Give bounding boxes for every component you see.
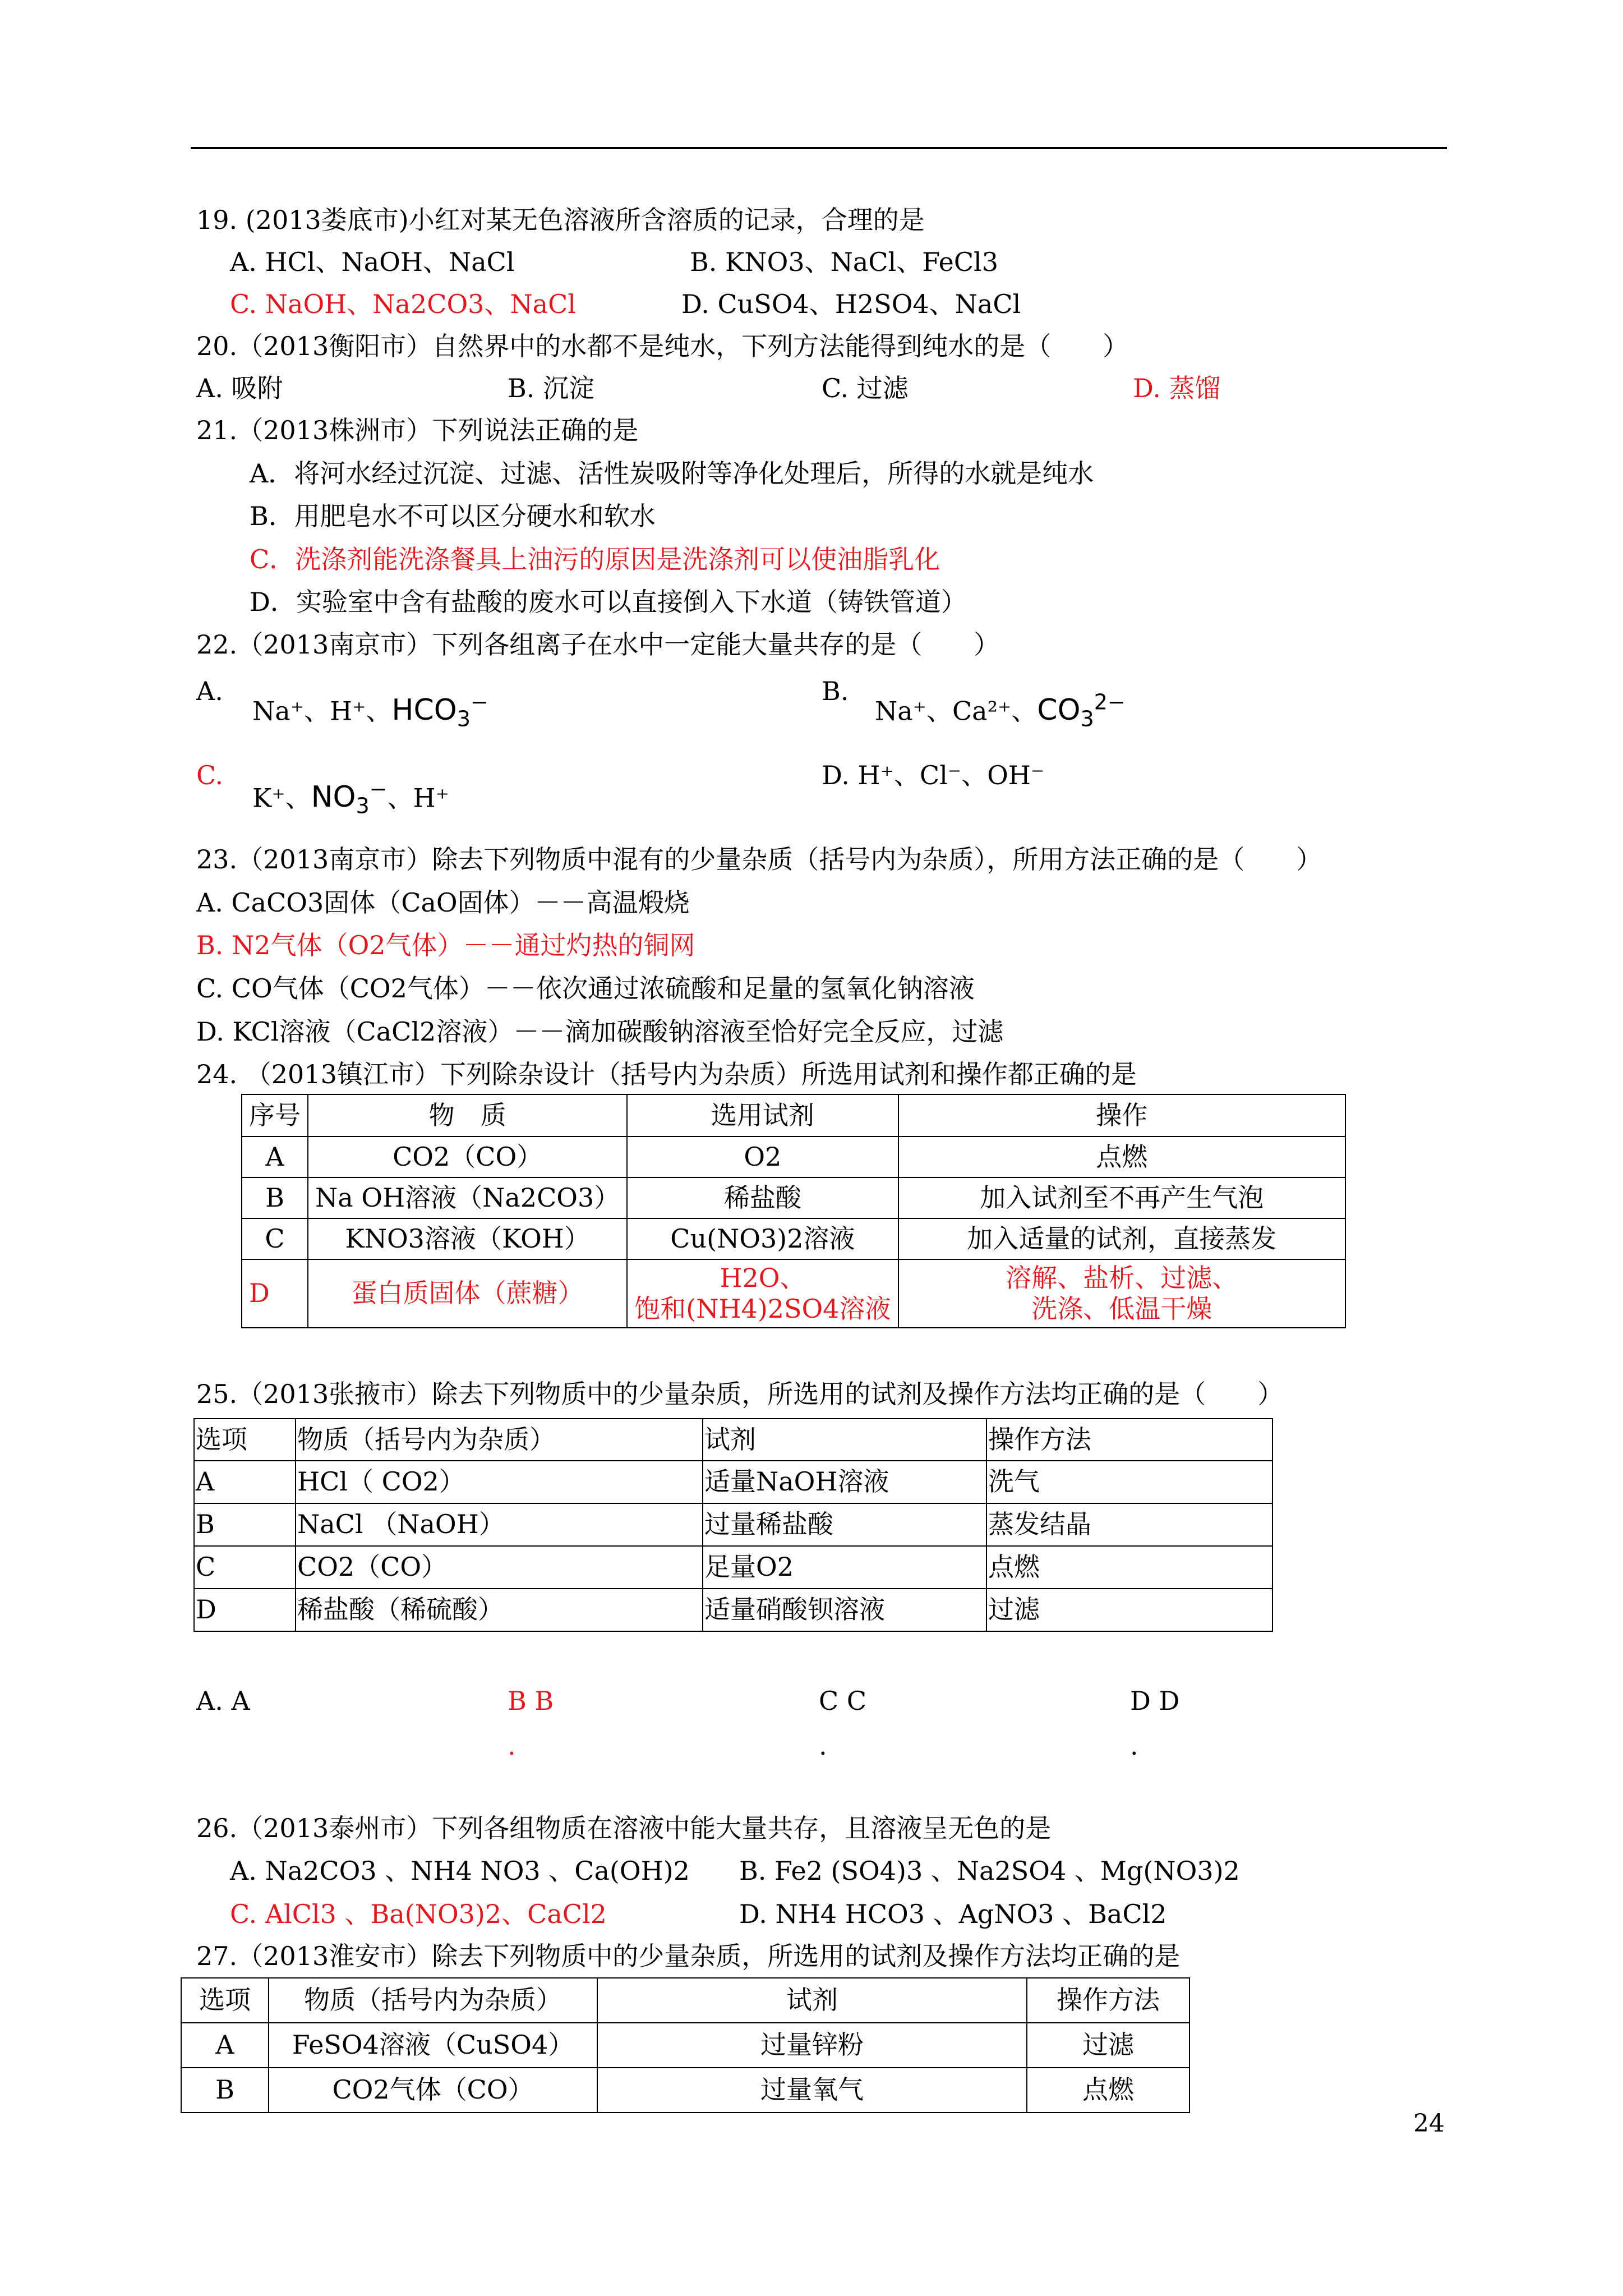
table-row bbox=[242, 1218, 1345, 1259]
q27-header-substance: 物质（括号内为杂质） bbox=[269, 1978, 597, 2023]
q21-option-a: A．将河水经过沉淀、过滤、活性炭吸附等净化处理后，所得的水就是纯水 bbox=[250, 458, 1094, 489]
q22-b-formula: $CO_3^{2-}$ bbox=[1037, 690, 1126, 731]
q22-option-b-label: B. bbox=[822, 676, 849, 706]
q22-c-formula: $NO_3^-$ bbox=[311, 777, 388, 818]
q22-option-c bbox=[252, 777, 449, 819]
q24-reagent-line1: H2O、 bbox=[720, 1262, 806, 1293]
q24-op-line1: 溶解、盐析、过滤、 bbox=[1006, 1262, 1238, 1293]
q22-c-ion-h: 、H⁺ bbox=[387, 783, 449, 813]
q26-option-d: D. NH4 HCO3 、AgNO3 、BaCl2 bbox=[739, 1899, 1167, 1929]
q19-stem: 19. (2013娄底市)小红对某无色溶液所含溶质的记录，合理的是 bbox=[196, 205, 925, 235]
q27-cell: B bbox=[181, 2068, 269, 2113]
q24-header-id: 序号 bbox=[242, 1094, 308, 1137]
q22-option-d: D. H⁺、Cl⁻、OH⁻ bbox=[822, 760, 1045, 790]
q19-option-c: C. NaOH、Na2CO3、NaCl bbox=[230, 289, 577, 319]
q24-cell: A bbox=[242, 1137, 308, 1177]
q25-cell: CO2（CO） bbox=[296, 1546, 703, 1589]
q25-cell: D bbox=[194, 1589, 296, 1631]
q24-cell: O2 bbox=[627, 1137, 898, 1177]
q25-option-c: C C bbox=[819, 1686, 867, 1716]
q27-cell: CO2气体（CO） bbox=[269, 2068, 597, 2113]
table-row bbox=[194, 1461, 1272, 1503]
q24-cell: KNO3溶液（KOH） bbox=[308, 1218, 627, 1259]
q24-cell: CO2（CO） bbox=[308, 1137, 627, 1177]
table-row bbox=[242, 1259, 1345, 1328]
q24-op-line2: 洗涤、低温干燥 bbox=[1031, 1294, 1212, 1324]
q25-stem: 25.（2013张掖市）除去下列物质中的少量杂质，所选用的试剂及操作方法均正确的是（ ） bbox=[196, 1379, 1284, 1409]
q24-cell bbox=[898, 1259, 1345, 1328]
q20-option-d: D. 蒸馏 bbox=[1133, 373, 1221, 403]
table-row bbox=[194, 1503, 1272, 1546]
q25-cell: C bbox=[194, 1546, 296, 1589]
q27-header-reagent: 试剂 bbox=[597, 1978, 1027, 2023]
q25-cell: HCl（ CO2） bbox=[296, 1461, 703, 1503]
q26-option-a: A. Na2CO3 、NH4 NO3 、Ca(OH)2 bbox=[230, 1856, 690, 1886]
q20-option-c: C. 过滤 bbox=[822, 373, 909, 403]
q24-cell: 稀盐酸 bbox=[627, 1177, 898, 1218]
q25-cell: A bbox=[194, 1461, 296, 1503]
q19-option-b: B. KNO3、NaCl、FeCl3 bbox=[690, 247, 999, 277]
q24-stem: 24. （2013镇江市）下列除杂设计（括号内为杂质）所选用试剂和操作都正确的是 bbox=[196, 1059, 1137, 1089]
q23-option-d: D. KCl溶液（CaCl2溶液）－－滴加碳酸钠溶液至恰好完全反应，过滤 bbox=[196, 1016, 1004, 1047]
page-number: 24 bbox=[1413, 2109, 1445, 2138]
table-row bbox=[181, 2068, 1189, 2113]
q25-option-c-dot: . bbox=[819, 1731, 827, 1761]
q22-option-c-label: C. bbox=[196, 760, 224, 790]
q21-stem: 21.（2013株洲市）下列说法正确的是 bbox=[196, 415, 639, 445]
q24-header-reagent: 选用试剂 bbox=[627, 1094, 898, 1137]
q27-cell: 过滤 bbox=[1027, 2023, 1189, 2068]
q23-option-c: C. CO气体（CO2气体）－－依次通过浓硫酸和足量的氢氧化钠溶液 bbox=[196, 973, 975, 1004]
q19-option-d: D. CuSO4、H2SO4、NaCl bbox=[681, 289, 1021, 319]
q24-cell: 点燃 bbox=[898, 1137, 1345, 1177]
q25-header-reagent: 试剂 bbox=[703, 1419, 986, 1461]
q21-option-d: D．实验室中含有盐酸的废水可以直接倒入下水道（铸铁管道） bbox=[250, 587, 967, 617]
q27-header-option: 选项 bbox=[181, 1978, 269, 2023]
q25-option-d: D D bbox=[1130, 1686, 1180, 1716]
table-row bbox=[242, 1137, 1345, 1177]
table-row bbox=[194, 1546, 1272, 1589]
q20-stem: 20.（2013衡阳市）自然界中的水都不是纯水，下列方法能得到纯水的是（ ） bbox=[196, 331, 1129, 361]
q24-cell: D bbox=[242, 1259, 308, 1328]
q20-option-a: A. 吸附 bbox=[196, 373, 283, 403]
q22-stem: 22.（2013南京市）下列各组离子在水中一定能大量共存的是（ ） bbox=[196, 629, 1000, 660]
q22-option-b bbox=[875, 690, 1126, 732]
q25-cell: 稀盐酸（稀硫酸） bbox=[296, 1589, 703, 1631]
q26-option-b: B. Fe2 (SO4)3 、Na2SO4 、Mg(NO3)2 bbox=[739, 1856, 1240, 1886]
q22-a-ions: Na⁺、H⁺、 bbox=[252, 696, 392, 726]
q25-cell: 适量硝酸钡溶液 bbox=[703, 1589, 986, 1631]
q24-reagent-line2: 饱和(NH4)2SO4溶液 bbox=[634, 1294, 891, 1324]
table-row bbox=[181, 2023, 1189, 2068]
q25-cell: 洗气 bbox=[986, 1461, 1272, 1503]
table-row bbox=[242, 1177, 1345, 1218]
q27-cell: FeSO4溶液（CuSO4） bbox=[269, 2023, 597, 2068]
q25-cell: 过滤 bbox=[986, 1589, 1272, 1631]
q27-header-method: 操作方法 bbox=[1027, 1978, 1189, 2023]
q25-option-a: A. A bbox=[196, 1686, 250, 1716]
q25-header-substance: 物质（括号内为杂质） bbox=[296, 1419, 703, 1461]
q25-option-d-dot: . bbox=[1130, 1731, 1138, 1761]
q25-header-method: 操作方法 bbox=[986, 1419, 1272, 1461]
q25-option-b-dot: . bbox=[508, 1731, 516, 1761]
q23-stem: 23.（2013南京市）除去下列物质中混有的少量杂质（括号内为杂质），所用方法正确的是（ ） bbox=[196, 844, 1322, 875]
q24-cell bbox=[627, 1259, 898, 1328]
header-rule bbox=[191, 147, 1447, 149]
q26-stem: 26.（2013泰州市）下列各组物质在溶液中能大量共存，且溶液呈无色的是 bbox=[196, 1813, 1052, 1843]
q25-option-b: B B bbox=[508, 1686, 554, 1716]
q24-header-substance: 物 质 bbox=[308, 1094, 627, 1137]
q24-table bbox=[241, 1094, 1346, 1328]
q23-option-b: B. N2气体（O2气体）－－通过灼热的铜网 bbox=[196, 930, 695, 960]
q25-cell: B bbox=[194, 1503, 296, 1546]
q27-cell: 过量锌粉 bbox=[597, 2023, 1027, 2068]
q26-option-c: C. AlCl3 、Ba(NO3)2、CaCl2 bbox=[230, 1899, 607, 1929]
q24-cell: Na OH溶液（Na2CO3） bbox=[308, 1177, 627, 1218]
q27-cell: 点燃 bbox=[1027, 2068, 1189, 2113]
q25-table bbox=[193, 1418, 1273, 1632]
q27-table bbox=[181, 1977, 1190, 2113]
q24-cell: C bbox=[242, 1218, 308, 1259]
q25-cell: 足量O2 bbox=[703, 1546, 986, 1589]
q21-option-c: C．洗涤剂能洗涤餐具上油污的原因是洗涤剂可以使油脂乳化 bbox=[250, 544, 940, 574]
q22-option-a-label: A. bbox=[196, 676, 223, 706]
q21-option-b: B．用肥皂水不可以区分硬水和软水 bbox=[250, 501, 656, 531]
q25-cell: NaCl （NaOH） bbox=[296, 1503, 703, 1546]
q24-cell: Cu(NO3)2溶液 bbox=[627, 1218, 898, 1259]
q24-cell: 蛋白质固体（蔗糖） bbox=[308, 1259, 627, 1328]
q25-cell: 点燃 bbox=[986, 1546, 1272, 1589]
q24-header-operation: 操作 bbox=[898, 1094, 1345, 1137]
q22-a-formula: $HCO_3^-$ bbox=[391, 690, 488, 731]
q19-option-a: A. HCl、NaOH、NaCl bbox=[230, 247, 515, 277]
q20-option-b: B. 沉淀 bbox=[508, 373, 595, 403]
q25-cell: 蒸发结晶 bbox=[986, 1503, 1272, 1546]
q25-cell: 适量NaOH溶液 bbox=[703, 1461, 986, 1503]
q22-b-ions: Na⁺、Ca²⁺、 bbox=[875, 696, 1038, 726]
q27-cell: 过量氧气 bbox=[597, 2068, 1027, 2113]
q22-option-a bbox=[252, 690, 488, 732]
q25-cell: 过量稀盐酸 bbox=[703, 1503, 986, 1546]
q24-cell: B bbox=[242, 1177, 308, 1218]
q24-cell: 加入适量的试剂，直接蒸发 bbox=[898, 1218, 1345, 1259]
q27-cell: A bbox=[181, 2023, 269, 2068]
q27-stem: 27.（2013淮安市）除去下列物质中的少量杂质，所选用的试剂及操作方法均正确的是 bbox=[196, 1941, 1181, 1971]
q23-option-a: A. CaCO3固体（CaO固体）－－高温煅烧 bbox=[196, 887, 690, 918]
q22-c-ion-k: K⁺、 bbox=[252, 783, 311, 813]
q25-header-option: 选项 bbox=[194, 1419, 296, 1461]
q24-cell: 加入试剂至不再产生气泡 bbox=[898, 1177, 1345, 1218]
table-row bbox=[194, 1589, 1272, 1631]
